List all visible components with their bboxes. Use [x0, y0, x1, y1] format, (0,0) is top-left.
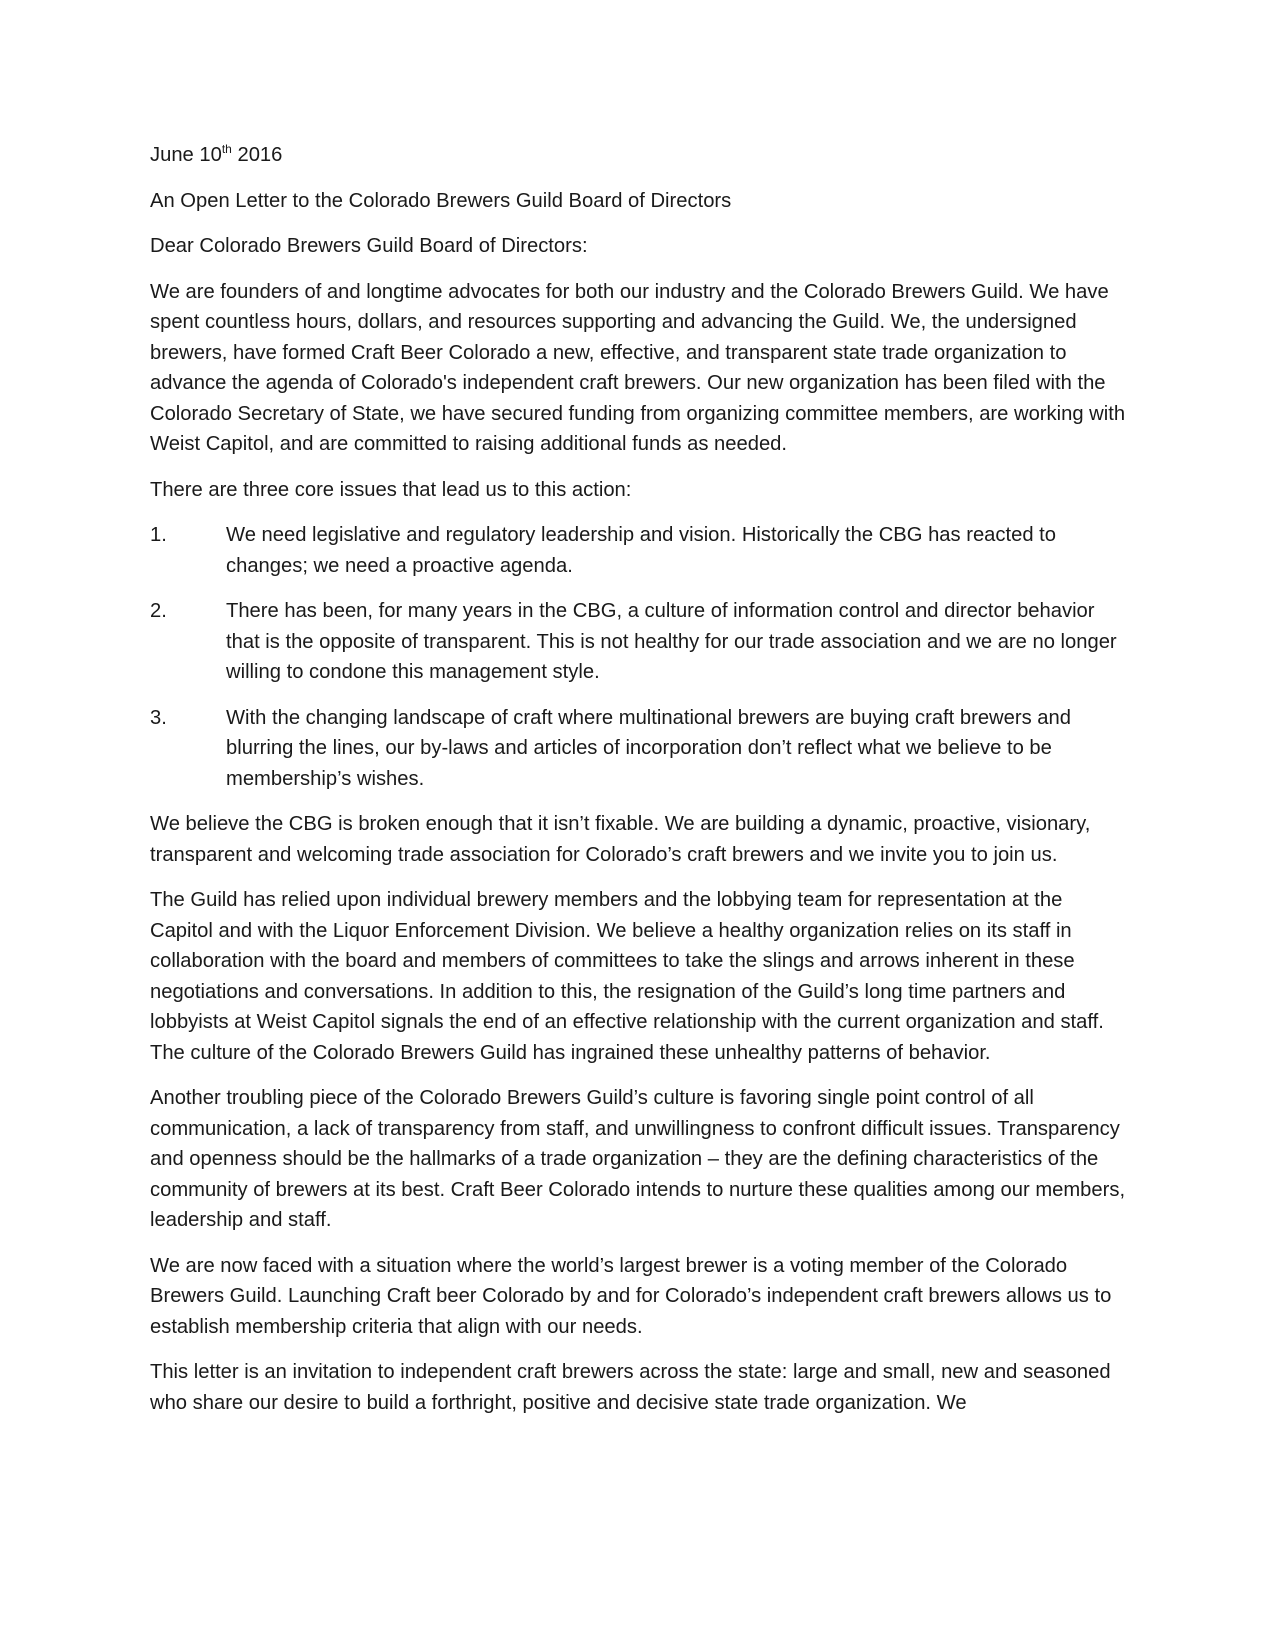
issue-item [150, 703, 1130, 795]
date-ordinal: th [221, 142, 232, 156]
issue-item [150, 520, 1130, 581]
date-year: 2016 [231, 144, 283, 166]
issue-number: 1. [150, 524, 167, 546]
issue-text: With the changing landscape of craft where multinational brewers are buying craft brewers and blurring the lines, our by-laws and articles of incorporation don’t reflect what we believe to be membership’s wishes. [226, 706, 1071, 790]
issue-text: There has been, for many years in the CBG, a culture of information control and director behavior that is the opposite of transparent. This is not healthy for our trade association and we are no longer willing to condone this management style. [226, 600, 1117, 683]
paragraph-invitation: This letter is an invitation to independent craft brewers across the state: large and small, new and seasoned who share our desire to build a forthright, positive and decisive state trade organization. We [150, 1361, 1111, 1414]
paragraph-culture: Another troubling piece of the Colorado Brewers Guild’s culture is favoring single point control of all communication, a lack of transparency from staff, and unwillingness to confront difficult issues. Transparency and openness should be the hallmarks of a trade organization – they are the defining characteristics of the community of brewers at its best. Craft Beer Colorado intends to nurture these qualities among our members, leadership and staff. [150, 1087, 1126, 1231]
letter-date [150, 140, 1130, 171]
issue-number: 3. [150, 706, 167, 729]
paragraph-membership: We are now faced with a situation where the world’s largest brewer is a voting member of the Colorado Brewers Guild. Launching Craft beer Colorado by and for Colorado’s independent craft brewers allows us to establish membership criteria that align with our needs. [150, 1254, 1112, 1338]
date-month-day: June 10 [150, 144, 222, 166]
letter-heading: An Open Letter to the Colorado Brewers Guild Board of Directors [150, 189, 732, 212]
paragraph-representation: The Guild has relied upon individual brewery members and the lobbying team for representation at the Capitol and with the Liquor Enforcement Division. We believe a healthy organization relies on its staff in collaboration with the board and members of committees to take the slings and arrows inherent in these negotiations and conversations. In addition to this, the resignation of the Guild’s long time partners and lobbyists at Weist Capitol signals the end of an effective relationship with the current organization and staff. The culture of the Colorado Brewers Guild has ingrained these unhealthy patterns of behavior. [150, 889, 1104, 1064]
paragraph-broken: We believe the CBG is broken enough that it isn’t fixable. We are building a dynamic, proactive, visionary, transparent and welcoming trade association for Colorado’s craft brewers and we invite you to join us. [150, 813, 1091, 866]
issue-number: 2. [150, 600, 167, 622]
paragraph-issues-lead: There are three core issues that lead us to this action: [150, 478, 632, 501]
letter-page [150, 140, 1130, 1433]
issue-item [150, 596, 1130, 688]
letter-salutation: Dear Colorado Brewers Guild Board of Directors: [150, 235, 588, 257]
issues-list [150, 520, 1130, 794]
paragraph-intro: We are founders of and longtime advocates for both our industry and the Colorado Brewers Guild. We have spent countless hours, dollars, and resources supporting and advancing the Guild. We, the undersigned brewers, have formed Craft Beer Colorado a new, effective, and transparent state trade organization to advance the agenda of Colorado's independent craft brewers. Our new organization has been filed with the Colorado Secretary of State, we have secured funding from organizing committee members, are working with Weist Capitol, and are committed to raising additional funds as needed. [150, 280, 1126, 455]
issue-text: We need legislative and regulatory leadership and vision. Historically the CBG has reacted to changes; we need a proactive agenda. [226, 524, 1057, 577]
